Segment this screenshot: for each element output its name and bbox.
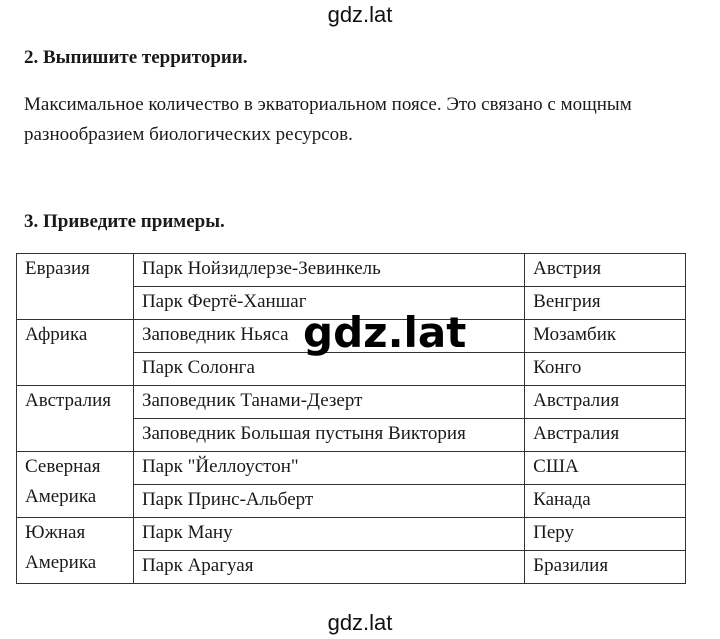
continent-cell: Африка [17, 320, 134, 386]
task-2-answer: Максимальное количество в экваториальном поясе. Это связано с мощным разнообразием биологических ресурсов. [24, 94, 632, 145]
park-cell: Парк Ману [133, 518, 524, 551]
continent-cell [17, 452, 134, 518]
country-cell: Австралия [525, 386, 686, 419]
watermark-top: gdz.lat [327, 2, 393, 27]
continent-cell: Австралия [17, 386, 134, 452]
park-cell: Парк Принс-Альберт [133, 485, 524, 518]
continent-cell: Евразия [17, 254, 134, 320]
table-row [17, 452, 686, 485]
watermark-center: gdz.lat [303, 308, 467, 357]
park-cell: Заповедник Танами-Дезерт [133, 386, 524, 419]
continent-line: Америка [25, 486, 97, 507]
country-cell: Бразилия [525, 551, 686, 584]
country-cell: Венгрия [525, 287, 686, 320]
country-cell: Австралия [525, 419, 686, 452]
park-cell: Заповедник Большая пустыня Виктория [133, 419, 524, 452]
continent-cell [17, 518, 134, 584]
table-row [17, 518, 686, 551]
park-cell: Заповедник Ньяса [133, 320, 524, 353]
continent-line: Северная [25, 456, 101, 477]
examples-table [16, 253, 686, 584]
country-cell: Мозамбик [525, 320, 686, 353]
park-cell: Парк Нойзидлерзе-Зевинкель [133, 254, 524, 287]
park-cell: Парк "Йеллоустон" [133, 452, 524, 485]
country-cell: Канада [525, 485, 686, 518]
country-cell: Австрия [525, 254, 686, 287]
park-cell: Парк Фертё-Ханшаг [133, 287, 524, 320]
watermark-bottom: gdz.lat [327, 610, 393, 635]
task-3-heading: 3. Приведите примеры. [24, 211, 225, 232]
country-cell: США [525, 452, 686, 485]
task-2-heading: 2. Выпишите территории. [24, 47, 248, 68]
park-cell: Парк Арагуая [133, 551, 524, 584]
continent-line: Америка [25, 552, 97, 573]
table-row [17, 386, 686, 419]
park-cell: Парк Солонга [133, 353, 524, 386]
country-cell: Перу [525, 518, 686, 551]
continent-line: Южная [25, 522, 86, 543]
table-row [17, 254, 686, 287]
country-cell: Конго [525, 353, 686, 386]
